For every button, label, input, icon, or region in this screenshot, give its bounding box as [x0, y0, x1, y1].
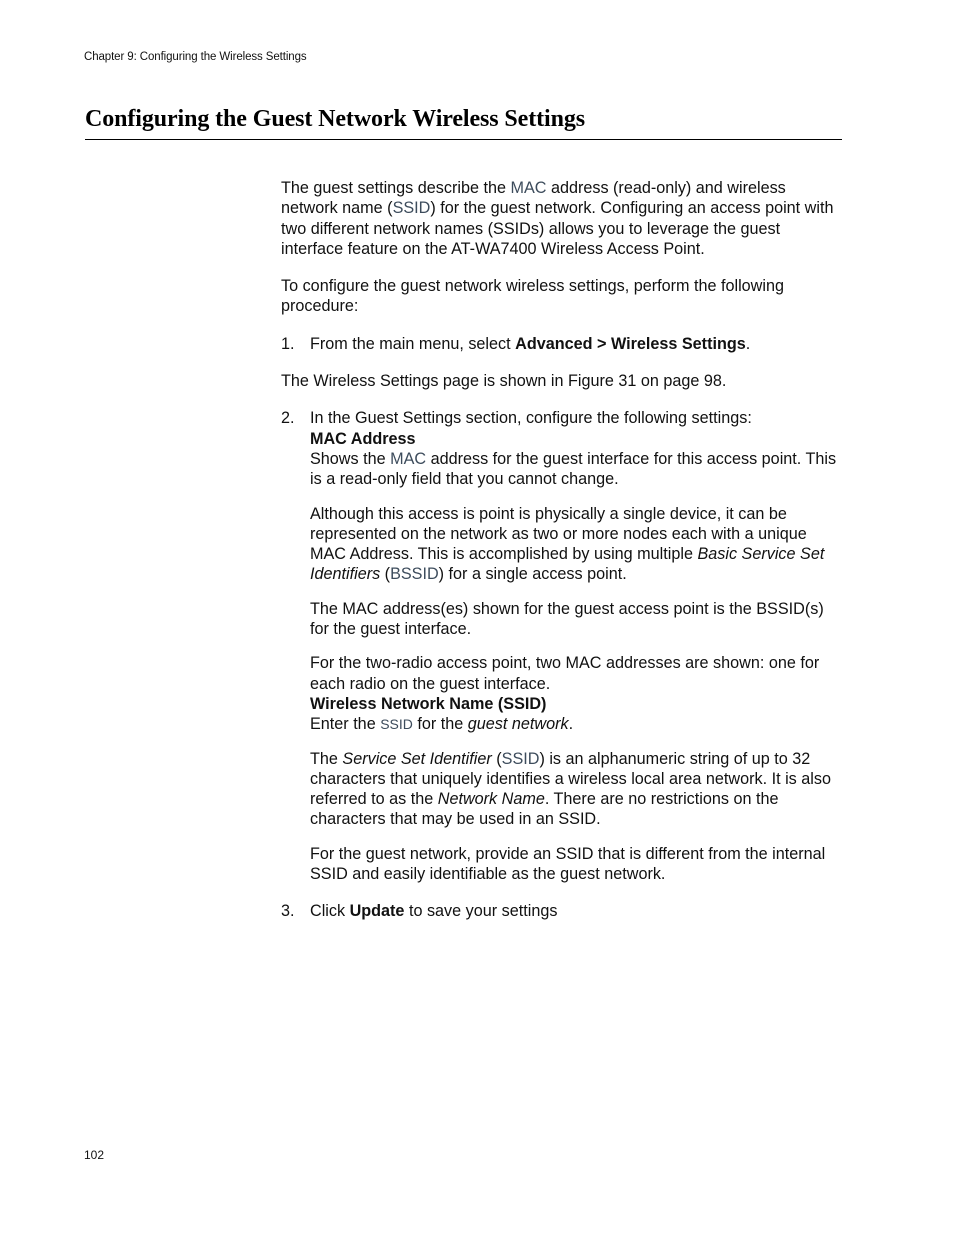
- ssid-field-block: [310, 694, 843, 884]
- step-number: 3.: [281, 902, 295, 921]
- desc-text: The: [310, 749, 343, 768]
- mac-link[interactable]: MAC: [390, 449, 427, 468]
- desc-text: .: [568, 715, 574, 734]
- intro-text: The guest settings describe the: [281, 179, 511, 197]
- desc-text: Enter the: [310, 715, 381, 734]
- body-column: [281, 178, 843, 922]
- desc-text: ) for a single access point.: [438, 565, 627, 584]
- page-number: 102: [84, 1148, 105, 1162]
- step-number: 2.: [281, 409, 295, 428]
- ssid-link[interactable]: SSID: [392, 199, 431, 218]
- desc-text: address for the guest interface for this access point. This is a read-only field that you cannot change.: [310, 449, 837, 489]
- term-italic: guest network: [467, 715, 569, 734]
- step-text: [310, 901, 843, 921]
- desc-text: (: [380, 565, 391, 584]
- step-text-part: Click: [310, 902, 350, 921]
- step-2: [281, 408, 843, 428]
- update-button-ref: Update: [349, 902, 405, 921]
- section-title: Configuring the Guest Network Wireless Settings: [85, 106, 585, 132]
- intro-paragraph: [281, 178, 843, 259]
- field-description: [310, 504, 843, 585]
- term-italic: Basic Service Set Identifiers: [310, 545, 825, 584]
- field-name-mac-address: MAC Address: [310, 429, 416, 448]
- ssid-link[interactable]: SSID: [501, 749, 540, 768]
- step-text: [310, 334, 843, 354]
- field-description: [310, 714, 843, 734]
- step-1-note: The Wireless Settings page is shown in Figure 31 on page 98.: [281, 372, 727, 391]
- step-text-part: to save your settings: [404, 902, 558, 921]
- step-number: 1.: [281, 334, 295, 353]
- title-rule: [85, 139, 842, 140]
- step-1: [281, 334, 843, 354]
- intro-text: address (read-only) and wireless network name (: [281, 179, 786, 218]
- term-italic: Service Set Identifier: [342, 749, 492, 768]
- mac-address-field-block: [310, 429, 843, 694]
- running-header: Chapter 9: Configuring the Wireless Settings: [84, 51, 307, 63]
- step-text-part: From the main menu, select: [310, 334, 516, 353]
- desc-text: Although this access is point is physically a single device, it can be represented on the network as two or more nodes each with a unique MAC Address. This is accomplished by using multiple: [310, 504, 807, 564]
- ssid-link[interactable]: SSID: [380, 716, 413, 733]
- bssid-link[interactable]: BSSID: [390, 565, 439, 584]
- field-description: For the guest network, provide an SSID that is different from the internal SSID and easily identifiable as the guest network.: [310, 844, 826, 884]
- menu-path: Advanced > Wireless Settings: [515, 334, 746, 353]
- step-3: [281, 901, 843, 921]
- desc-text: . There are no restrictions on the characters that may be used in an SSID.: [310, 790, 779, 829]
- field-description: For the two-radio access point, two MAC addresses are shown: one for each radio on the guest interface.: [310, 654, 820, 693]
- desc-text: Shows the: [310, 449, 391, 468]
- desc-text: for the: [412, 715, 468, 734]
- intro-text: ) for the guest network. Configuring an access point with two different network names (SSIDs) allows you to leverage the guest interface feature on the AT-WA7400 Wireless Access Point.: [281, 199, 834, 258]
- desc-text: ) is an alphanumeric string of up to 32 characters that uniquely identifies a wireless local area network. It is also referred to as the: [310, 749, 831, 809]
- procedure-intro: To configure the guest network wireless settings, perform the following procedure:: [281, 277, 784, 316]
- field-name-ssid: Wireless Network Name (SSID): [310, 694, 547, 713]
- desc-text: (: [491, 749, 502, 768]
- field-description: [310, 749, 843, 830]
- field-description: The MAC address(es) shown for the guest access point is the BSSID(s) for the guest interface.: [310, 599, 824, 639]
- mac-link[interactable]: MAC: [510, 179, 547, 197]
- field-description: [310, 449, 843, 490]
- step-text-part: .: [745, 334, 751, 353]
- step-text: In the Guest Settings section, configure the following settings:: [310, 409, 752, 428]
- term-italic: Network Name: [437, 790, 545, 809]
